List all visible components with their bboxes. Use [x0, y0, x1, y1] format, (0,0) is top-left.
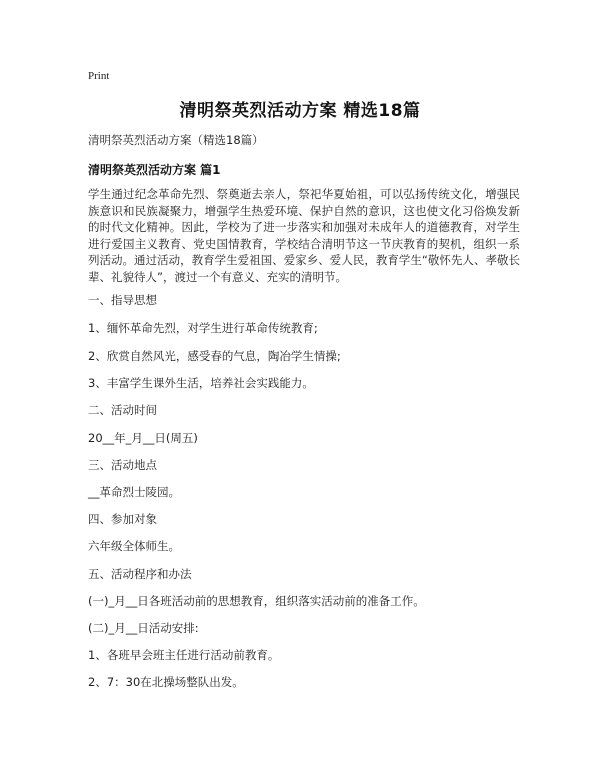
list-item: 1、各班早会班主任进行活动前教育。 [88, 648, 280, 662]
heading-guiding-ideology: 一、指导思想 [88, 293, 157, 307]
heading-procedure: 五、活动程序和办法 [88, 567, 192, 581]
list-item: 3、丰富学生课外生活，培养社会实践能力。 [88, 376, 314, 390]
list-item: 2、欣赏自然风光，感受春的气息，陶冶学生情操; [88, 349, 341, 363]
intro-paragraph: 学生通过纪念革命先烈、祭奠逝去亲人，祭祀华夏始祖，可以弘扬传统文化，增强民族意识和民族凝聚力，增强学生热爱环境、保护自然的意识，这也使文化习俗焕发新的时代文化精神。因此，学校为了进一步落实和加强对未成年人的道德教育，对学生进行爱国主义教育、党史国情教育，学校结合清明节这一节庆教育的契机，组织一系列活动。通过活动，教育学生爱祖国、爱家乡、爱人民，教育学生“敬怀先人、孝敬长辈、礼貌待人”，渡过一个有意义、充实的清明节。 [88, 187, 520, 284]
document-subtitle: 清明祭英烈活动方案（精选18篇） [88, 133, 264, 147]
activity-date: 20__年_月__日(周五) [88, 431, 198, 445]
section-heading: 清明祭英烈活动方案 篇1 [88, 163, 221, 177]
heading-participants: 四、参加对象 [88, 512, 157, 526]
list-item: (二)_月__日活动安排: [88, 621, 199, 635]
document-title: 清明祭英烈活动方案 精选18篇 [179, 101, 421, 121]
list-item: (一)_月__日各班活动前的思想教育，组织落实活动前的准备工作。 [88, 594, 425, 608]
heading-activity-location: 三、活动地点 [88, 458, 157, 472]
list-item: 2、7：30在北操场整队出发。 [88, 675, 244, 689]
list-item: 1、缅怀革命先烈，对学生进行革命传统教育; [88, 321, 318, 335]
print-label[interactable]: Print [88, 70, 110, 82]
heading-activity-time: 二、活动时间 [88, 403, 157, 417]
activity-location: __革命烈士陵园。 [88, 485, 180, 499]
participants: 六年级全体师生。 [88, 539, 180, 553]
